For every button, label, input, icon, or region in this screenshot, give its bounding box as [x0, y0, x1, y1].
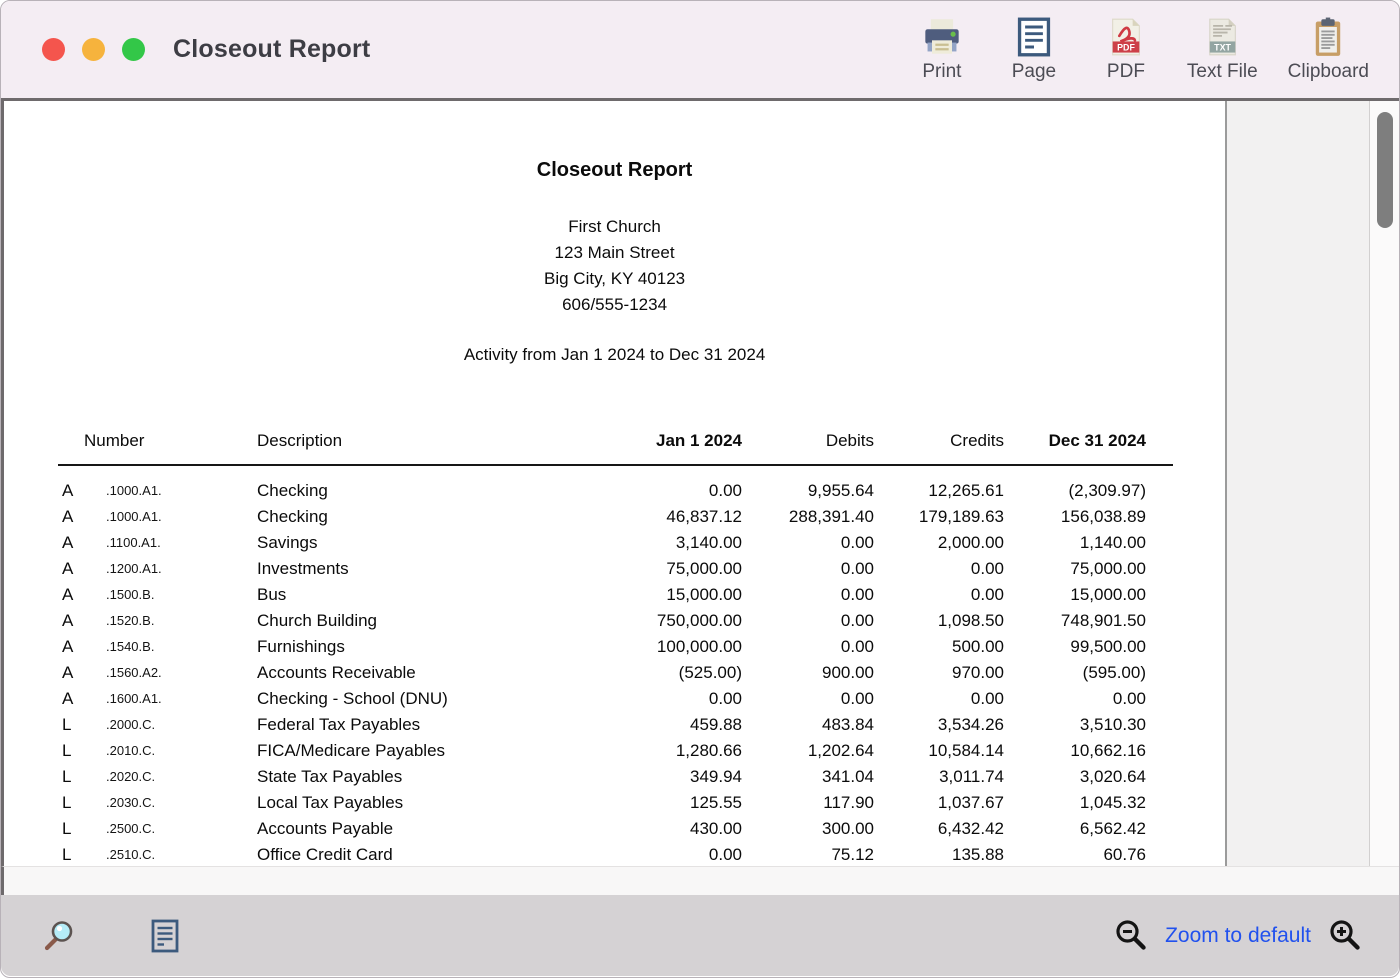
text-file-button[interactable] [1187, 17, 1258, 83]
statusbar [1, 895, 1399, 976]
account-description: Checking [257, 480, 328, 500]
table-row [58, 711, 1173, 737]
balance-jan1: 0.00 [708, 480, 742, 500]
table-row [58, 737, 1173, 763]
table-row [58, 607, 1173, 633]
text-file-icon [1202, 17, 1242, 57]
account-type: L [62, 792, 72, 812]
debits-amount: 0.00 [840, 688, 874, 708]
debits-amount: 288,391.40 [788, 506, 874, 526]
account-description: State Tax Payables [257, 766, 403, 786]
txt-badge-text: TXT [1214, 41, 1232, 52]
minimize-button[interactable] [82, 38, 105, 61]
print-button[interactable] [911, 17, 973, 83]
credits-amount: 0.00 [970, 688, 1004, 708]
table-row [58, 503, 1173, 529]
account-type: A [62, 480, 74, 500]
balance-jan1: 3,140.00 [675, 532, 742, 552]
account-type: A [62, 636, 74, 656]
clipboard-button[interactable] [1288, 17, 1369, 83]
table-row [58, 763, 1173, 789]
balance-dec31: 748,901.50 [1060, 610, 1146, 630]
credits-amount: 6,432.42 [937, 818, 1004, 838]
account-number: .1500.B. [106, 587, 155, 602]
page-button[interactable] [1003, 17, 1065, 83]
org-city: Big City, KY 40123 [544, 269, 686, 288]
account-number: .2510.C. [106, 847, 156, 862]
org-phone: 606/555-1234 [562, 295, 668, 314]
credits-amount: 970.00 [952, 662, 1004, 682]
account-number: .1540.B. [106, 639, 155, 654]
balance-jan1: 1,280.66 [675, 740, 742, 760]
debits-amount: 300.00 [822, 818, 874, 838]
account-number: .1600.A1. [106, 691, 162, 706]
clipboard-label: Clipboard [1287, 60, 1369, 82]
magnifier-tool-button[interactable] [41, 918, 77, 954]
balance-dec31: 99,500.00 [1070, 636, 1146, 656]
balance-dec31: 3,020.64 [1079, 766, 1146, 786]
header-number: Number [84, 431, 145, 450]
table-rows [58, 477, 1173, 866]
account-type: A [62, 662, 74, 682]
page-gutter [1225, 101, 1369, 866]
balance-jan1: 75,000.00 [666, 558, 742, 578]
balance-jan1: 0.00 [708, 688, 742, 708]
account-description: Savings [257, 532, 318, 552]
account-type: A [62, 558, 74, 578]
balance-jan1: 349.94 [690, 766, 742, 786]
credits-amount: 0.00 [970, 584, 1004, 604]
vertical-scrollbar[interactable] [1369, 101, 1399, 866]
credits-amount: 3,534.26 [937, 714, 1004, 734]
zoom-out-button[interactable] [1113, 918, 1149, 954]
table-row [58, 581, 1173, 607]
account-number: .1200.A1. [106, 561, 162, 576]
table-row [58, 529, 1173, 555]
debits-amount: 341.04 [822, 766, 874, 786]
organization-block [4, 214, 1225, 318]
balance-dec31: (595.00) [1082, 662, 1146, 682]
table-row [58, 789, 1173, 815]
credits-amount: 1,098.50 [937, 610, 1004, 630]
balance-dec31: 1,140.00 [1079, 532, 1146, 552]
credits-amount: 500.00 [952, 636, 1004, 656]
page-label: Page [1011, 60, 1057, 82]
zoom-in-button[interactable] [1327, 918, 1363, 954]
account-description: FICA/Medicare Payables [257, 740, 446, 760]
account-number: .1560.A2. [106, 665, 162, 680]
header-debits: Debits [825, 431, 874, 450]
account-number: .2030.C. [106, 795, 156, 810]
account-number: .1100.A1. [106, 535, 161, 550]
account-number: .2500.C. [106, 821, 156, 836]
window-title: Closeout Report [173, 35, 371, 63]
header-jan1: Jan 1 2024 [655, 431, 742, 450]
report-title: Closeout Report [536, 159, 693, 181]
credits-amount: 0.00 [970, 558, 1004, 578]
balance-jan1: (525.00) [678, 662, 742, 682]
balance-dec31: 75,000.00 [1070, 558, 1146, 578]
balance-jan1: 15,000.00 [666, 584, 742, 604]
scrollbar-thumb[interactable] [1377, 112, 1393, 228]
debits-amount: 0.00 [840, 636, 874, 656]
account-type: L [62, 714, 72, 734]
credits-amount: 1,037.67 [937, 792, 1004, 812]
account-number: .1000.A1. [106, 509, 162, 524]
account-description: Checking - School (DNU) [257, 688, 448, 708]
balance-dec31: 15,000.00 [1070, 584, 1146, 604]
balance-dec31: 10,662.16 [1070, 740, 1146, 760]
account-number: .2020.C. [106, 769, 156, 784]
pdf-badge-text: PDF [1117, 41, 1135, 52]
maximize-button[interactable] [122, 38, 145, 61]
balance-dec31: 0.00 [1112, 688, 1146, 708]
balance-jan1: 430.00 [690, 818, 742, 838]
debits-amount: 0.00 [840, 584, 874, 604]
balance-jan1: 0.00 [708, 844, 742, 864]
balance-dec31: (2,309.97) [1068, 480, 1146, 500]
clipboard-icon [1308, 17, 1348, 57]
table-row [58, 659, 1173, 685]
table-row [58, 633, 1173, 659]
credits-amount: 3,011.74 [939, 766, 1004, 786]
org-name: First Church [568, 217, 661, 236]
balance-jan1: 125.55 [690, 792, 742, 812]
account-type: L [62, 818, 72, 838]
account-type: A [62, 610, 74, 630]
printer-icon [922, 17, 962, 57]
header-credits: Credits [950, 431, 1004, 450]
account-description: Bus [257, 584, 287, 604]
zoom-to-default-link[interactable]: Zoom to default [1165, 923, 1311, 947]
debits-amount: 117.90 [823, 792, 874, 812]
header-description: Description [257, 431, 343, 450]
debits-amount: 0.00 [840, 532, 874, 552]
pdf-file-icon [1106, 17, 1146, 57]
page-icon [1014, 17, 1054, 57]
close-button[interactable] [42, 38, 65, 61]
account-description: Church Building [257, 610, 378, 630]
account-type: L [62, 766, 72, 786]
titlebar [1, 1, 1399, 101]
activity-range: Activity from Jan 1 2024 to Dec 31 2024 [463, 345, 766, 364]
account-number: .1520.B. [106, 613, 155, 628]
balance-dec31: 3,510.30 [1079, 714, 1146, 734]
account-description: Furnishings [257, 636, 345, 656]
account-number: .2000.C. [106, 717, 156, 732]
report-viewport[interactable] [4, 101, 1225, 866]
account-description: Investments [257, 558, 349, 578]
table-row [58, 841, 1173, 866]
balance-jan1: 46,837.12 [666, 506, 742, 526]
credits-amount: 10,584.14 [928, 740, 1004, 760]
table-row [58, 555, 1173, 581]
account-number: .1000.A1. [106, 483, 162, 498]
account-description: Federal Tax Payables [257, 714, 421, 734]
account-type: A [62, 688, 74, 708]
table-row [58, 815, 1173, 841]
balance-jan1: 100,000.00 [656, 636, 742, 656]
table-row [58, 477, 1173, 503]
debits-amount: 483.84 [822, 714, 874, 734]
pdf-label: PDF [1106, 60, 1145, 82]
print-label: Print [922, 60, 962, 82]
credits-amount: 135.88 [952, 844, 1004, 864]
horizontal-scroll-gutter [1, 866, 1399, 895]
accounts-table [58, 431, 1173, 866]
report-document [4, 159, 1225, 866]
account-type: L [62, 844, 72, 864]
org-street: 123 Main Street [554, 243, 675, 262]
account-description: Accounts Payable [257, 818, 394, 838]
debits-amount: 1,202.64 [807, 740, 874, 760]
balance-dec31: 60.76 [1103, 844, 1146, 864]
balance-jan1: 750,000.00 [656, 610, 742, 630]
header-dec31: Dec 31 2024 [1048, 431, 1146, 450]
table-header [58, 431, 1173, 466]
table-row [58, 685, 1173, 711]
debits-amount: 0.00 [840, 610, 874, 630]
account-type: A [62, 532, 74, 552]
debits-amount: 75.12 [831, 844, 874, 864]
balance-dec31: 1,045.32 [1079, 792, 1146, 812]
toolbar [911, 17, 1369, 83]
account-type: A [62, 506, 74, 526]
balance-dec31: 6,562.42 [1079, 818, 1146, 838]
debits-amount: 9,955.64 [807, 480, 874, 500]
account-number: .2010.C. [106, 743, 156, 758]
window-controls [42, 38, 145, 61]
account-description: Checking [257, 506, 328, 526]
debits-amount: 900.00 [822, 662, 874, 682]
text-file-label: Text File [1186, 60, 1258, 82]
debits-amount: 0.00 [840, 558, 874, 578]
balance-dec31: 156,038.89 [1060, 506, 1146, 526]
account-type: A [62, 584, 74, 604]
account-description: Local Tax Payables [257, 792, 404, 812]
pdf-button[interactable] [1095, 17, 1157, 83]
credits-amount: 2,000.00 [937, 532, 1004, 552]
account-description: Office Credit Card [257, 844, 393, 864]
main-area [1, 101, 1399, 866]
account-description: Accounts Receivable [257, 662, 416, 682]
credits-amount: 12,265.61 [928, 480, 1004, 500]
balance-jan1: 459.88 [690, 714, 742, 734]
account-type: L [62, 740, 72, 760]
page-view-button[interactable] [147, 918, 183, 954]
credits-amount: 179,189.63 [918, 506, 1004, 526]
